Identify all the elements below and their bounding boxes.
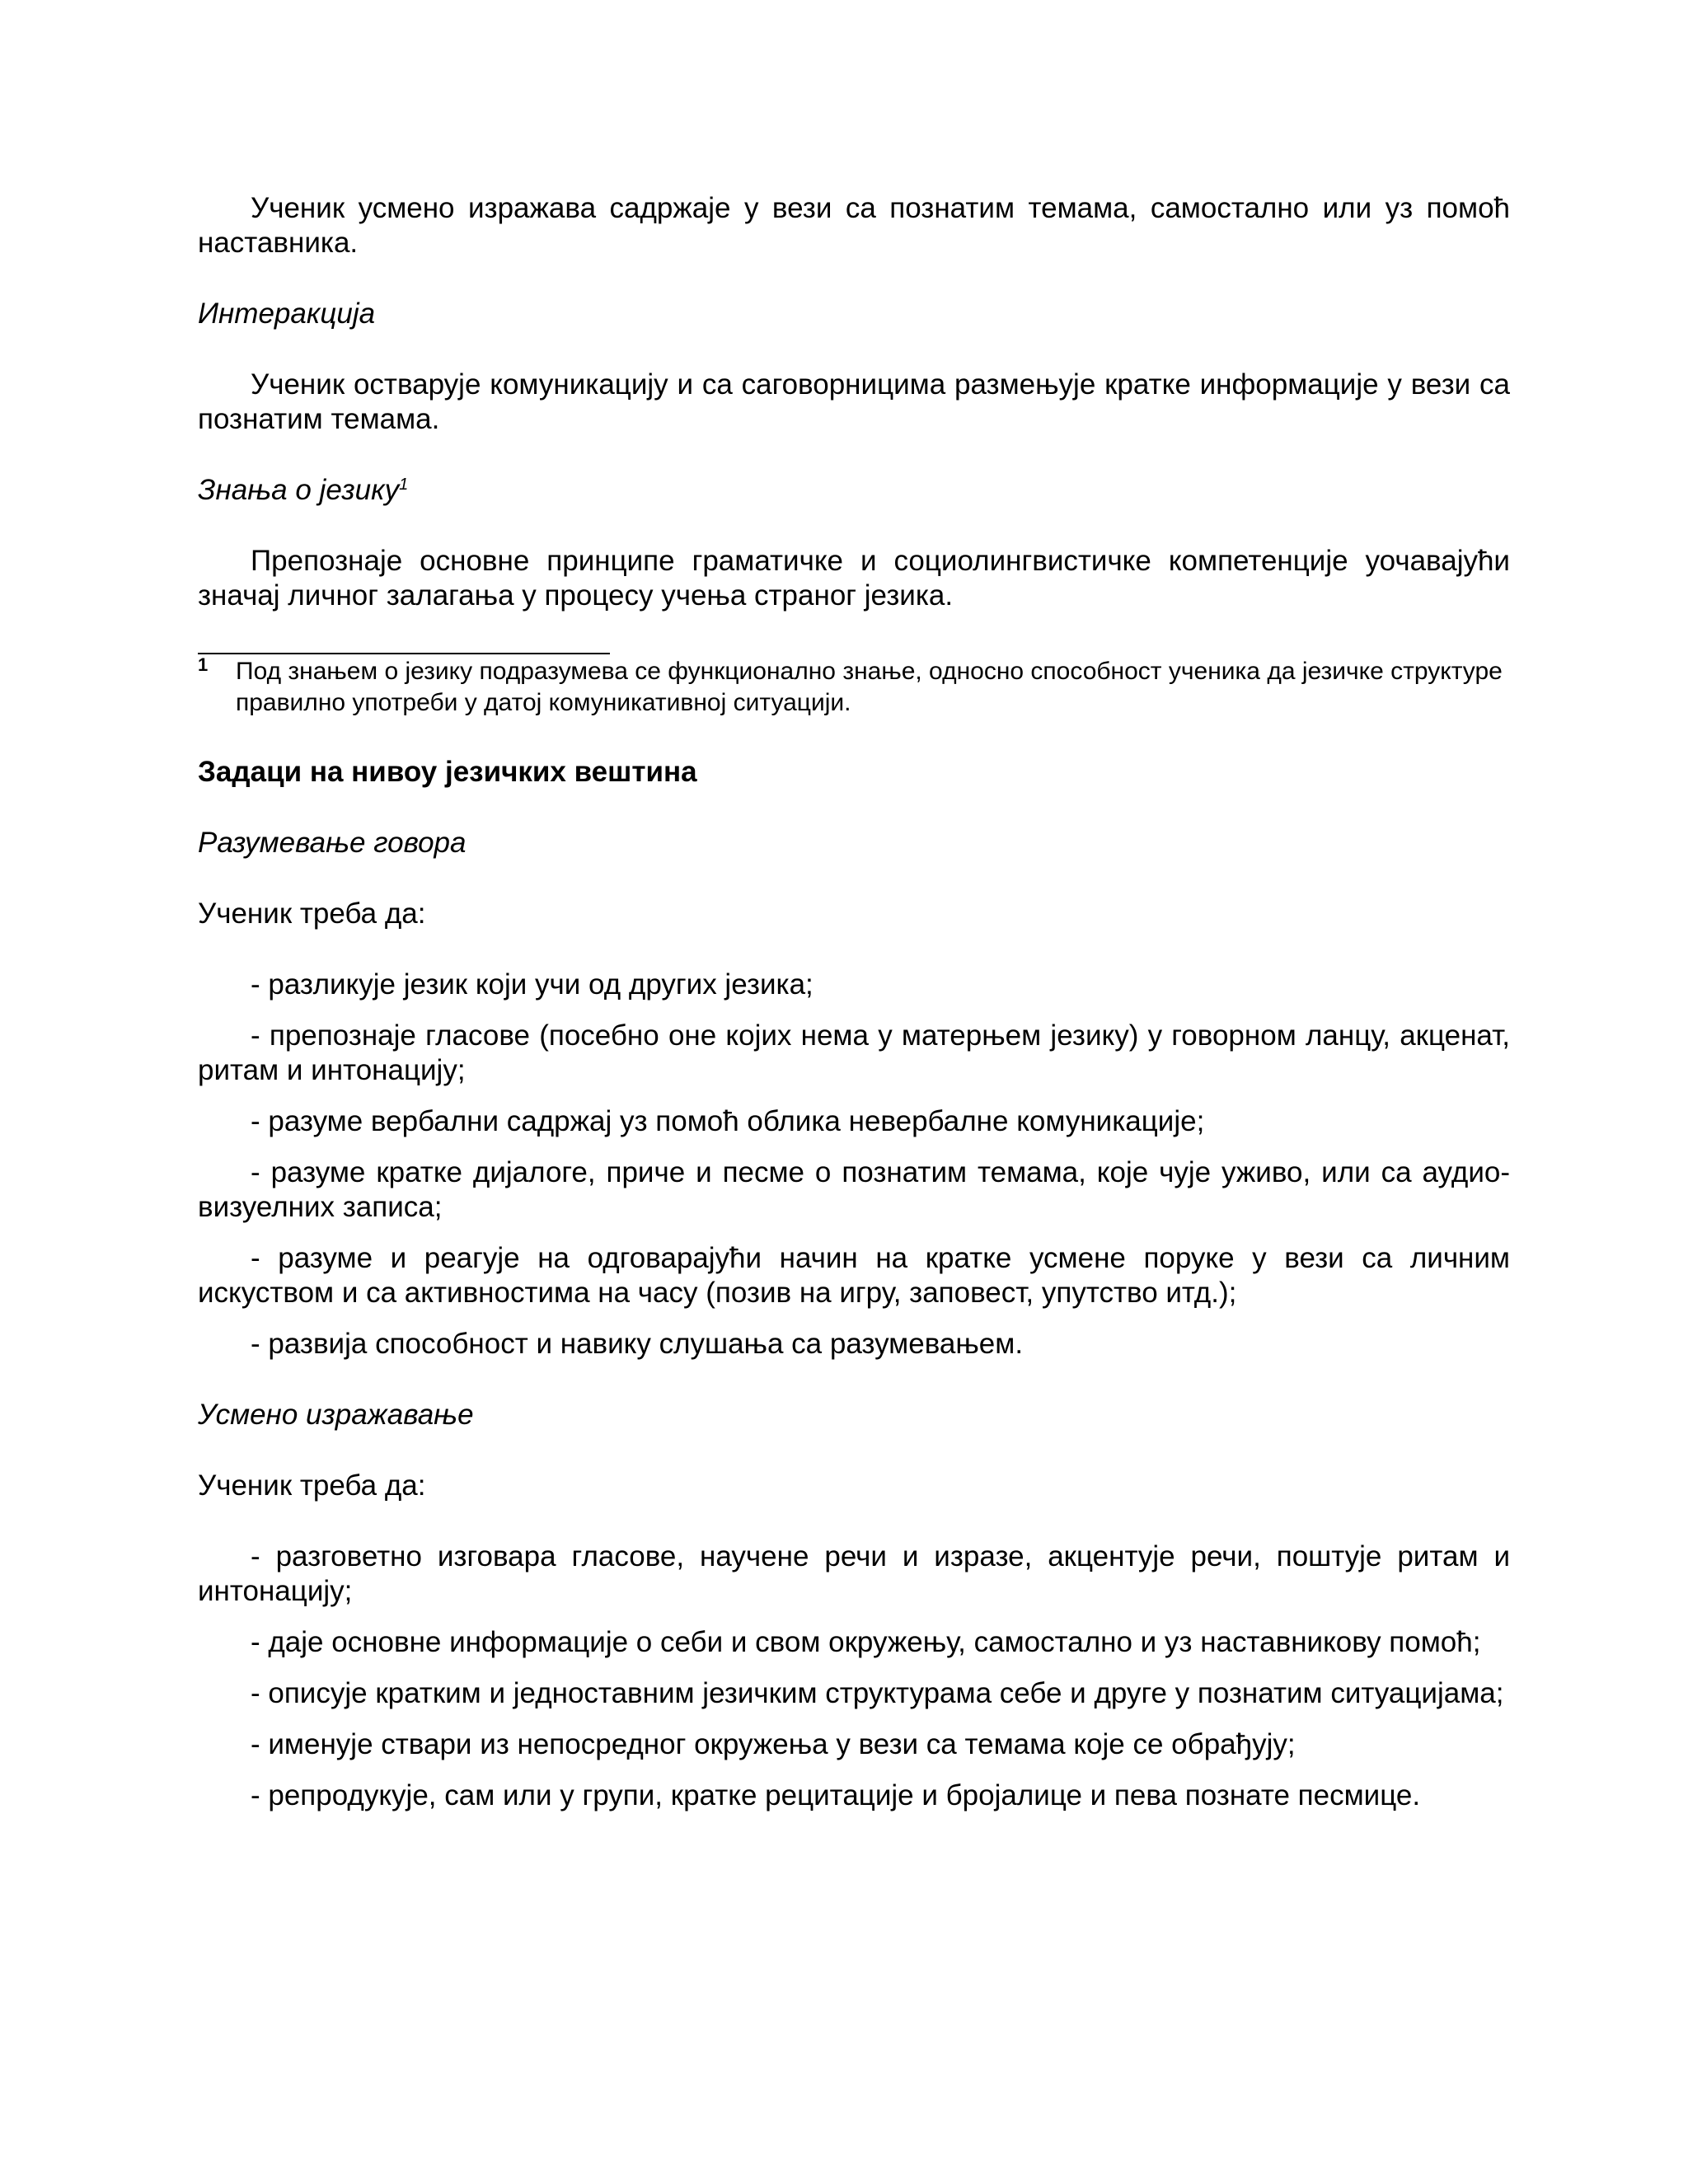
footnote-mark: 1: [198, 654, 209, 675]
list-item: - разуме кратке дијалоге, приче и песме о познатим темама, које чује уживо, или са аудио-визуелних записа;: [198, 1156, 1510, 1223]
intro-listening: Ученик треба да:: [198, 898, 426, 930]
intro-speaking: Ученик треба да:: [198, 1469, 426, 1502]
list-item: - препознаје гласове (посебно оне којих нема у матерњем језику) у говорном ланцу, акценат, ритам и интонацију;: [198, 1019, 1510, 1086]
document-page: [198, 191, 1510, 1813]
list-item: - разуме вербални садржај уз помоћ облика невербалне комуникације;: [251, 1105, 1205, 1137]
list-item: - даје основне информације о себи и свом окружењу, самостално и уз наставникову помоћ;: [251, 1626, 1481, 1658]
paragraph-language-knowledge: Препознаје основне принципе граматичке и социолингвистичке компетенције уочавајући значај личног залагања у процесу учења страног језика.: [198, 545, 1510, 612]
paragraph-interaction: Ученик остварује комуникацију и са саговорницима размењује кратке информације у вези са познатим темама.: [198, 368, 1510, 435]
list-item: - описује кратким и једноставним језичким структурама себе и друге у познатим ситуацијама;: [251, 1677, 1504, 1709]
list-item: - именује ствари из непосредног окружења у вези са темама које се обрађују;: [251, 1728, 1296, 1760]
footnote-text: Под знањем о језику подразумева се функционално знање, односно способност ученика да језичке структуре правилно употреби у датој комуникативној ситуацији.: [236, 658, 1503, 716]
footnote-separator: [198, 653, 610, 654]
heading-listening: Разумевање говора: [198, 827, 467, 859]
speaking-task-list: [198, 1540, 1510, 1813]
heading-language-knowledge-text: Знања о језику: [198, 474, 400, 506]
heading-speaking: Усмено изражавање: [198, 1399, 474, 1431]
footnote: [198, 656, 1510, 719]
heading-language-knowledge: [198, 473, 1510, 508]
list-item: - разговетно изговара гласове, научене речи и изразе, акцентује речи, поштује ритам и интонацију;: [198, 1540, 1510, 1607]
heading-skill-tasks: Задаци на нивоу језичких вештина: [198, 756, 697, 788]
list-item: - разликује језик који учи од других језика;: [251, 968, 814, 1001]
list-item: - репродукује, сам или у групи, кратке рецитације и бројалице и пева познате песмице.: [251, 1779, 1421, 1811]
heading-interaction: Интеракција: [198, 298, 376, 330]
list-item: - разуме и реагује на одговарајући начин на кратке усмене поруке у вези са личним искуством и са активностима на часу (позив на игру, заповест, упутство итд.);: [198, 1242, 1510, 1309]
footnote-reference: 1: [399, 476, 409, 494]
listening-task-list: [198, 968, 1510, 1361]
list-item: - развија способност и навику слушања са разумевањем.: [251, 1328, 1024, 1360]
paragraph-oral-expression: Ученик усмено изражава садржаје у вези са познатим темама, самостално или уз помоћ наставника.: [198, 192, 1510, 259]
